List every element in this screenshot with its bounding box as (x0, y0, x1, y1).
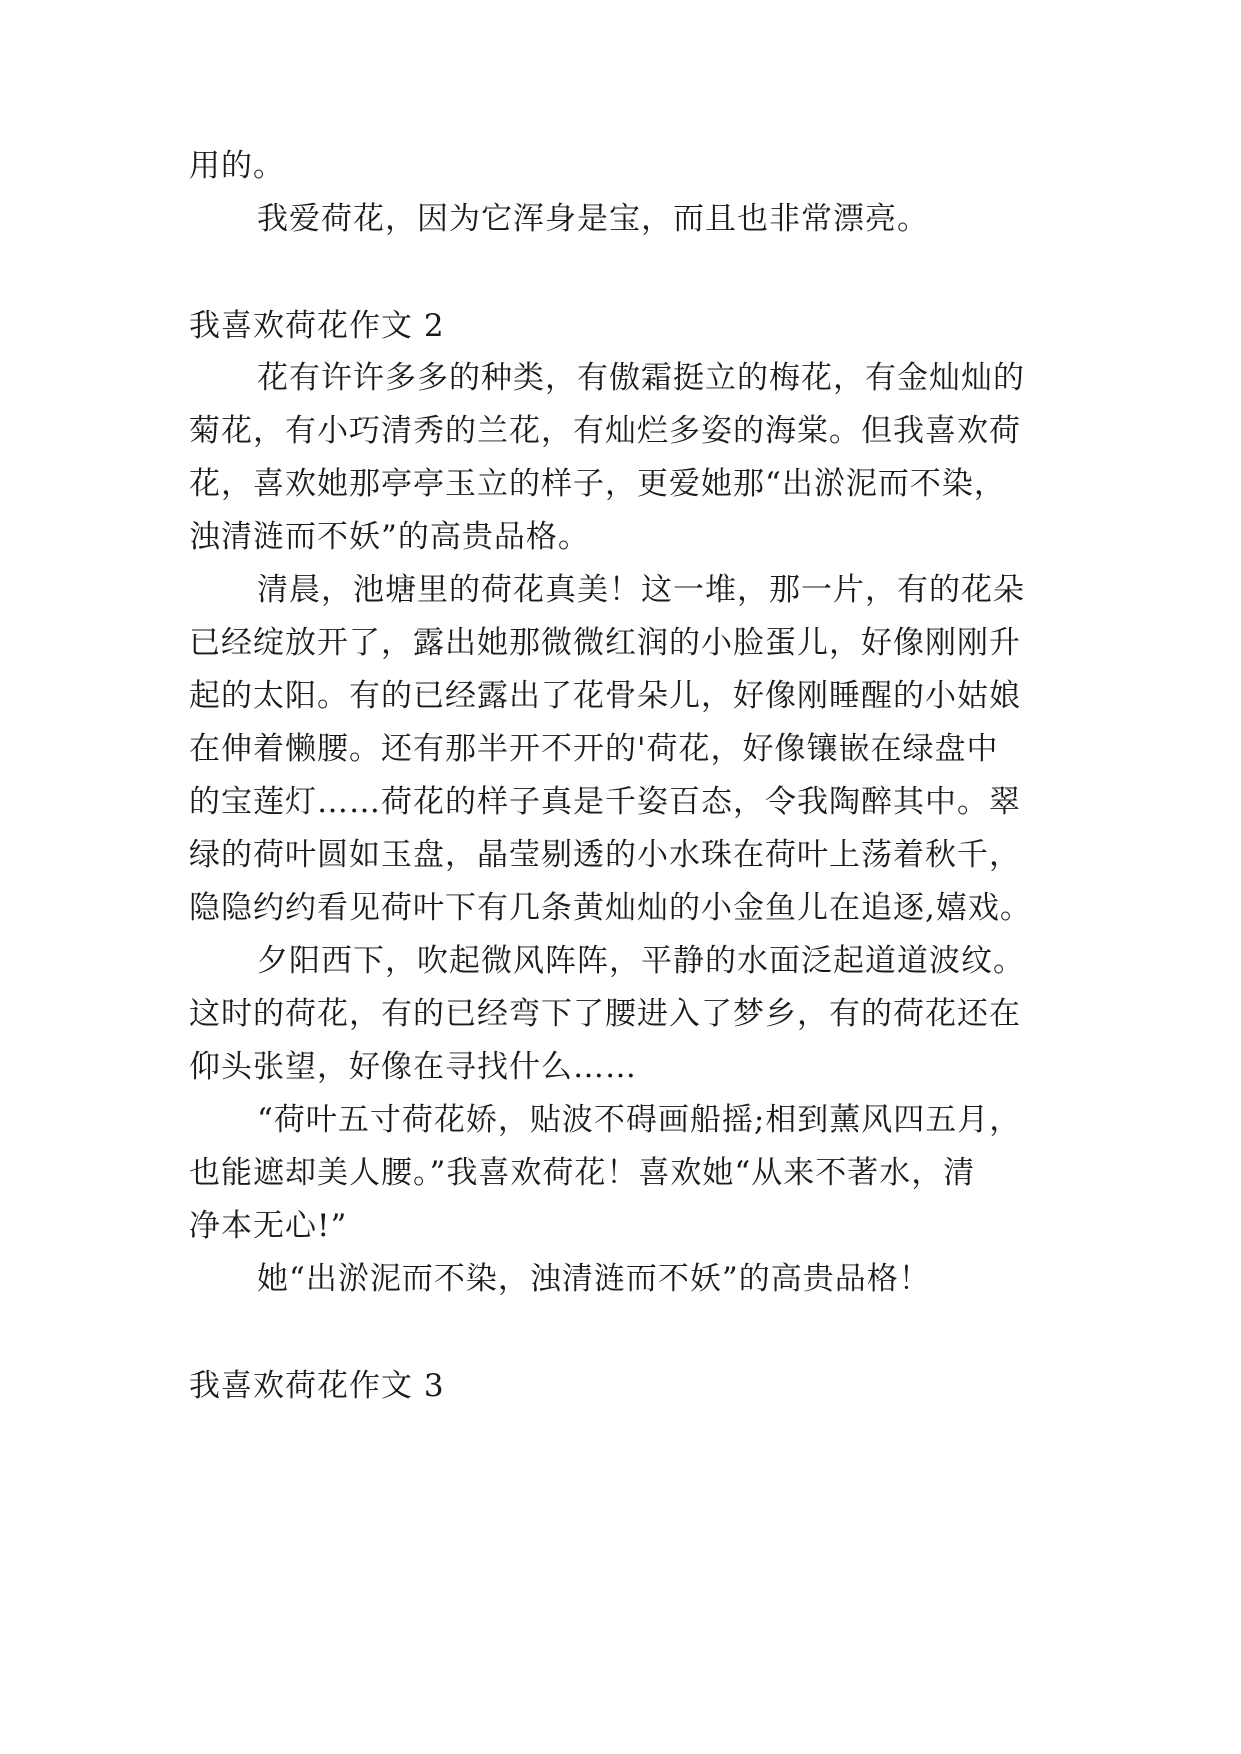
section-heading: 我喜欢荷花作文 2 (189, 308, 445, 344)
text-line: 净本无心!” (189, 1208, 348, 1244)
text-line: 隐隐约约看见荷叶下有几条黄灿灿的小金鱼儿在追逐,嬉戏。 (189, 890, 1032, 926)
text-line: 花有许许多多的种类，有傲霜挺立的梅花，有金灿灿的 (257, 360, 1025, 396)
text-line: 的宝莲灯……荷花的样子真是千姿百态，令我陶醉其中。翠 (189, 784, 1021, 820)
text-line: 夕阳西下，吹起微风阵阵，平静的水面泛起道道波纹。 (257, 943, 1025, 979)
text-line: 仰头张望，好像在寻找什么…… (189, 1049, 637, 1085)
text-line: 这时的荷花，有的已经弯下了腰进入了梦乡，有的荷花还在 (189, 996, 1021, 1032)
text-line: 用的。 (189, 148, 285, 184)
text-line: “荷叶五寸荷花娇，贴波不碍画船摇;相到薰风四五月， (257, 1102, 1022, 1138)
text-line: 也能遮却美人腰。”我喜欢荷花！喜欢她“从来不著水，清 (189, 1155, 976, 1191)
text-line: 浊清涟而不妖”的高贵品格。 (189, 519, 590, 555)
text-line: 清晨，池塘里的荷花真美！这一堆，那一片，有的花朵 (257, 572, 1025, 608)
section-heading: 我喜欢荷花作文 3 (189, 1368, 445, 1404)
text-line: 已经绽放开了，露出她那微微红润的小脸蛋儿，好像刚刚升 (189, 625, 1021, 661)
text-line: 花，喜欢她那亭亭玉立的样子，更爱她那“出淤泥而不染， (189, 466, 1006, 502)
text-line: 她“出淤泥而不染，浊清涟而不妖”的高贵品格！ (257, 1261, 931, 1297)
text-line: 绿的荷叶圆如玉盘，晶莹剔透的小水珠在荷叶上荡着秋千， (189, 837, 1021, 873)
text-line: 起的太阳。有的已经露出了花骨朵儿，好像刚睡醒的小姑娘 (189, 678, 1021, 714)
text-line: 菊花，有小巧清秀的兰花，有灿烂多姿的海棠。但我喜欢荷 (189, 413, 1021, 449)
text-line: 我爱荷花，因为它浑身是宝，而且也非常漂亮。 (257, 201, 929, 237)
text-line: 在伸着懒腰。还有那半开不开的'荷花，好像镶嵌在绿盘中 (189, 731, 999, 767)
